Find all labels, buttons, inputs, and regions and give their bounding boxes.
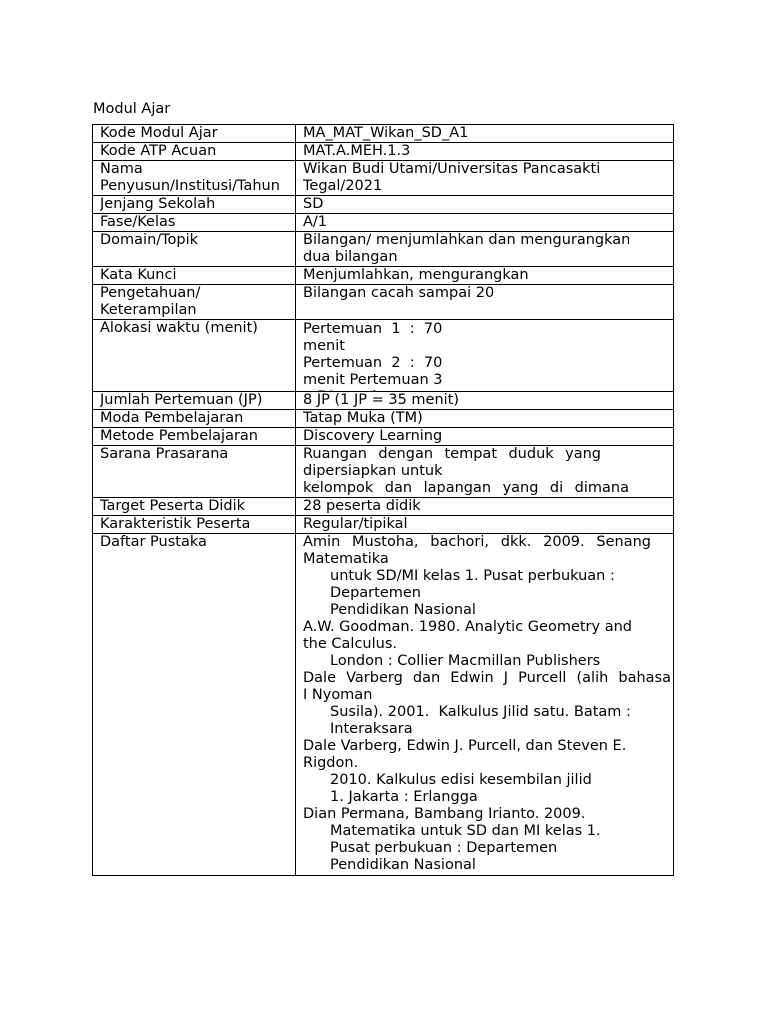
row-value: MA_MAT_Wikan_SD_A1 [296,125,674,143]
table-row-karakteristik-peserta [93,516,674,534]
row-label: Pengetahuan/ Keterampilan [93,285,296,320]
row-value: Bilangan cacah sampai 20 [296,285,674,320]
table-row-jumlah-pertemuan [93,392,674,410]
document-heading: Modul Ajar [93,101,171,117]
table-row-domain-topik [93,232,674,267]
row-value: A/1 [296,214,674,232]
row-label: Jenjang Sekolah [93,196,296,214]
row-value: Amin Mustoha, bachori, dkk. 2009. Senang Matematika untuk SD/MI kelas 1. Pusat perbukuan : Departemen Pendidikan Nasional A.W. Goodman. 1980. Analytic Geometry and the Calculus. London : Collier Macmillan Publishers Dale Varberg dan Edwin J Purcell (alih bahasa I Nyoman Susila). 2001. Kalkulus Jilid satu. Batam : Interaksara Dale Varberg, Edwin J. Purcell, dan Steven E. Rigdon. 2010. Kalkulus edisi kesembilan jilid 1. Jakarta : Erlangga Dian Permana, Bambang Irianto. 2009. Matematika untuk SD dan MI kelas 1. Pusat perbukuan : Departemen Pendidikan Nasional [296,534,674,876]
table-row-kode-modul [93,125,674,143]
row-label: Nama Penyusun/Institusi/Tahun [93,161,296,196]
row-label: Kode ATP Acuan [93,143,296,161]
row-value: Bilangan/ menjumlahkan dan mengurangkan dua bilangan [296,232,674,267]
row-label: Moda Pembelajaran [93,410,296,428]
row-label: Metode Pembelajaran [93,428,296,446]
table-row-nama-penyusun [93,161,674,196]
table-row-kata-kunci [93,267,674,285]
row-value [296,320,674,392]
row-label: Kata Kunci [93,267,296,285]
table-row-moda-pembelajaran [93,410,674,428]
modul-ajar-table [92,124,674,876]
row-label: Sarana Prasarana [93,446,296,498]
row-value: MAT.A.MEH.1.3 [296,143,674,161]
table-row-target-peserta [93,498,674,516]
row-value: Wikan Budi Utami/Universitas Pancasakti Tegal/2021 [296,161,674,196]
table-row-pengetahuan [93,285,674,320]
row-label: Fase/Kelas [93,214,296,232]
row-value: Regular/tipikal [296,516,674,534]
row-value: 28 peserta didik [296,498,674,516]
row-label: Jumlah Pertemuan (JP) [93,392,296,410]
row-value: Menjumlahkan, mengurangkan [296,267,674,285]
row-label: Domain/Topik [93,232,296,267]
row-label: Karakteristik Peserta [93,516,296,534]
row-value: Discovery Learning [296,428,674,446]
alokasi-waktu-value: Pertemuan 1 : 70 menit Pertemuan 2 : 70 menit Pertemuan 3 [303,321,443,388]
row-value: Tatap Muka (TM) [296,410,674,428]
table-row-metode-pembelajaran [93,428,674,446]
row-label: Alokasi waktu (menit) [93,320,296,392]
table-row-sarana-prasarana [93,446,674,498]
table-row-fase-kelas [93,214,674,232]
table-row-jenjang-sekolah [93,196,674,214]
row-label: Target Peserta Didik [93,498,296,516]
row-value: 8 JP (1 JP = 35 menit) [296,392,674,410]
table-row-kode-atp [93,143,674,161]
row-value: SD [296,196,674,214]
table-row-daftar-pustaka [93,534,674,876]
row-label: Daftar Pustaka [93,534,296,876]
row-label: Kode Modul Ajar [93,125,296,143]
table-row-alokasi-waktu [93,320,674,392]
row-value: Ruangan dengan tempat duduk yang dipersiapkan untuk kelompok dan lapangan yang di dimana [296,446,674,498]
